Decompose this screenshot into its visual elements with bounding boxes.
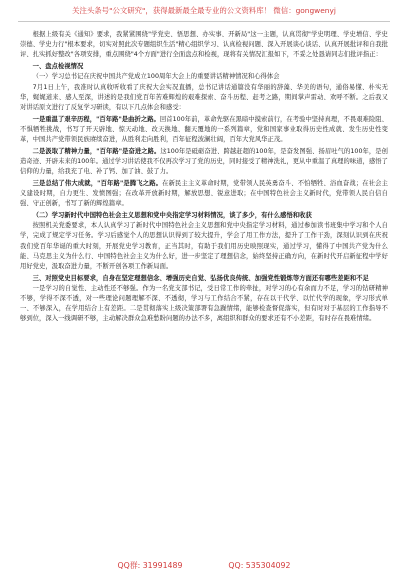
intro-paragraph: 根据上级有关《通知》要求，我紧紧围绕"学党史、悟思想、办实事、开新局"这一主题，认真贯彻"学史明理、学史增信、学史崇德、学史力行"根本要求，切实对照此次专题组织生活"精心组织学习、认真检视问题、深入开展谈心谈话、认真开展批评和自我批评、扎实抓好整改"各项安排，重点围绕"4个方面"进行全面盘点和检视，现将有关情况汇报如下，不妥之处恳请同志们批评指正： (20, 31, 388, 59)
point-paragraph (20, 179, 388, 210)
point-paragraph (20, 147, 388, 178)
subsection-heading: （二）学习新时代中国特色社会主义思想和党中央指定学习材料情况，谈了多少，有什么感悟和收获 (32, 211, 312, 219)
document-body (20, 30, 388, 325)
point-paragraph (20, 115, 388, 146)
point-text: 回首100年前，革命先驱在黑暗中摸索前行，在考验中坚持真理，不畏艰难险阻、不惧牺牲挑战，书写了开天辟地、惊天动地、改天换地、翻天覆地的一系列篇章，党和国家事业取得历史性成就、发生历史性变革，中国共产党带领民族赓续奋进，从胜利走向胜利，百年征程波澜壮阔，百年大党风华正茂。 (20, 115, 388, 144)
point-heading: 一是重温了艰辛历程，"百年路"是曲折之路。 (32, 115, 160, 123)
subsection-heading: 三、对照党史目标要求，自身在坚定理想信念、增强历史自觉、弘扬优良传统、加强党性锻炼等方面还有哪些差距和不足 (32, 274, 369, 282)
section-heading: 一、盘点检视情况 (32, 63, 84, 71)
body-paragraph: 按照机关党委要求，本人认真学习了新时代中国特色社会主义思想和党中央指定学习材料，通过参加读书班集中学习和个人自学，完成了规定学习任务。学习后感觉个人的思想认识得到了较大提升，学会了用工作方法，提升了工作干劲，深刻认识到在庆祝我们党百年华诞的重大时刻，开展党史学习教育，正当其时，有助于我们用历史映照现实，通过学习，懂得了中国共产党为什么能、马克思主义为什么行、中国特色社会主义为什么好，进一步坚定了理想信念，始终坚持正确方向，在新时代开启新征程中学好用好党史，汲取奋进力量，不断开创各项工作新局面。 (20, 222, 388, 270)
point-heading: 三是总结了伟大成就，"百年路"是腾飞之路。 (32, 179, 163, 187)
point-heading: 二是汲取了精神力量，"百年路"是奋进之路。 (32, 147, 161, 155)
top-banner (0, 0, 408, 20)
qq-group: QQ群: 31991489 (117, 560, 183, 570)
banner-text: 关注头条号"公文研究"，获得最新最全最专业的公文资料库！ 微信：gongwenyj (72, 5, 336, 15)
body-paragraph: 一是学习的自觉性、主动性还不够强。作为一名党支部书记，受日常工作的牵扯，对学习的心有余而力不足，学习的钻研精神不够，学得不深不透，对一些理论问题理解不深、不透彻，学习与工作结合不紧，存在以干代学、以忙代学的现象，学习形式单一、不够深入，在学用结合上有差距。二是贯彻落实上级决策部署有急躁情绪，能够检查督促落实，但有时对于基层的工作指导不够到位，深入一线调研不够，主动解决群众急难愁盼问题的办法不多，离组织和群众的要求还有不小差距，有时存在畏难情绪。 (20, 284, 388, 323)
point-text: 在新民主主义革命时期，党带领人民英勇奋斗、不怕牺牲、浴血奋战；在社会主义建设时期，自力更生、发愤图强；在改革开放新时期，解放思想、锐意进取；在中国特色社会主义新时代，党带领人民自信自强、守正创新，书写了新的辉煌篇章。 (20, 179, 388, 208)
body-paragraph: 7月1日上午，我准时认真收听收看了庆祝大会实况直播，总书记讲话通篇没有华丽的辞藻、华美的语句，通俗易懂、朴实无华，娓娓道来、感人至深，讲述的是我们党百年苦难辉煌的艰难探索、奋斗历程、赶考之路，期间掌声雷动、欢呼不断。之后我又对讲话原文进行了反复学习研读，有以下几点体会和感受： (20, 83, 388, 111)
point-text: 这100年是砥砺奋进、跨越赶超的100年，是奋发图强、扬眉吐气的100年，是创造奇迹、开辟未来的100年。通过学习讲话使我不仅再次学习了党的历史，同时接受了精神洗礼，更从中重温了真理的味道，感悟了信仰的力量，给我充了电、补了钙、加了油、鼓了力。 (20, 147, 388, 176)
qq-number: QQ: 535304092 (228, 560, 291, 570)
header-divider (18, 21, 390, 22)
subsection-heading: （一）学习总书记在庆祝中国共产党成立100周年大会上的重要讲话精神情况和心得体会 (32, 73, 280, 81)
footer-contact (0, 558, 408, 572)
